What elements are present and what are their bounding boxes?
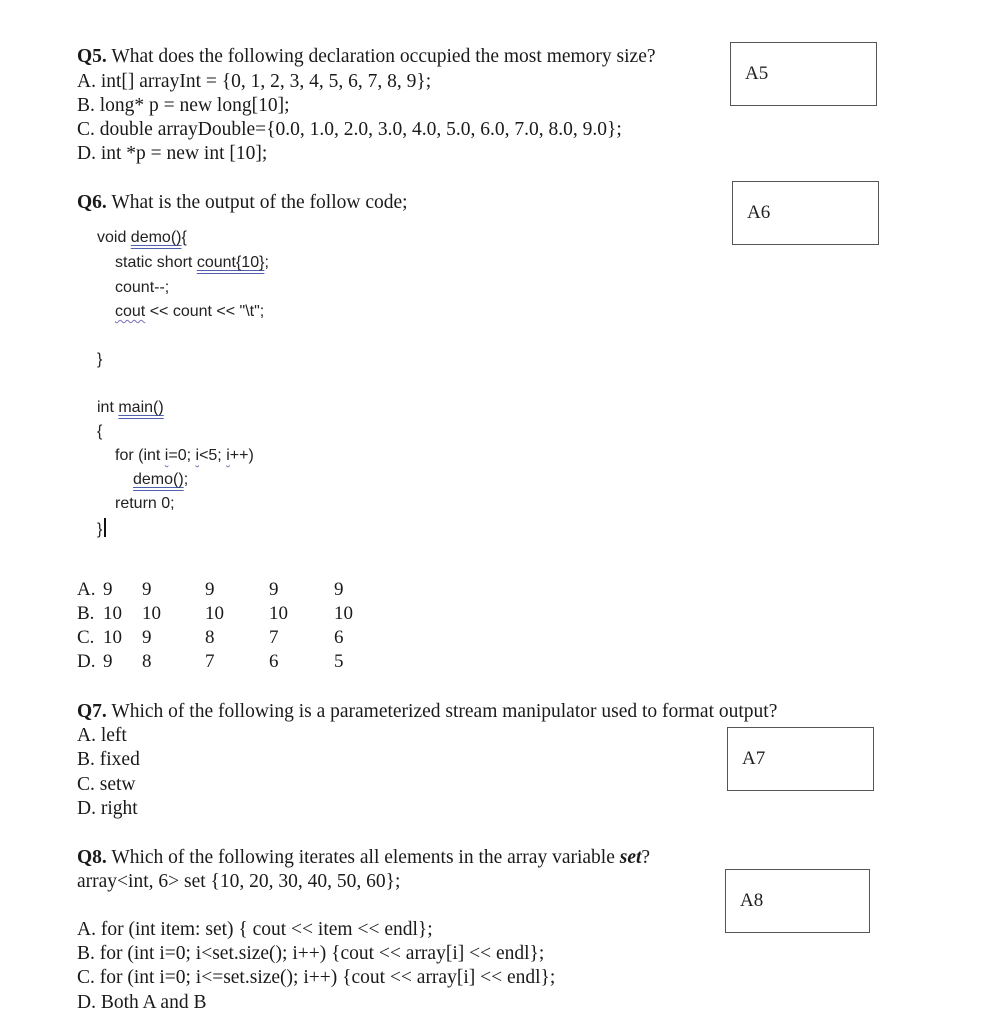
answer-box-a5-label: A5 <box>745 63 769 84</box>
q8-declaration: array<int, 6> set {10, 20, 30, 40, 50, 60}; <box>77 871 401 892</box>
code-line-demo-call: demo(); <box>133 471 189 488</box>
q5-option-b: B. long* p = new long[10]; <box>77 95 290 116</box>
code-line-static: static short count{10}; <box>115 254 269 271</box>
q7-option-c: C. setw <box>77 774 136 795</box>
q8-question-text: Which of the following iterates all elements in the array variable <box>106 847 620 868</box>
q7-label: Q7. <box>77 701 107 722</box>
q8-option-a: A. for (int item: set) { cout << item << endl}; <box>77 919 433 940</box>
code-demo-call-name: demo() <box>133 471 184 488</box>
q8-question: Q8. Which of the following iterates all elements in the array variable set? <box>77 847 651 868</box>
q7-question-text: Which of the following is a parameterized stream manipulator used to format output? <box>106 701 778 722</box>
q5-label: Q5. <box>77 46 107 67</box>
answer-box-a6-label: A6 <box>747 202 771 223</box>
code-line-return: return 0; <box>115 495 175 512</box>
answer-box-a8-label: A8 <box>740 890 764 911</box>
q6-label: Q6. <box>77 192 107 213</box>
answer-box-a5[interactable] <box>730 42 877 106</box>
code-line-main-signature: int main() <box>97 399 164 416</box>
q6-question-text: What is the output of the follow code; <box>106 192 408 213</box>
code-line-demo-signature: void demo(){ <box>97 229 187 246</box>
code-line-cout: cout << count << "\t"; <box>115 303 265 320</box>
code-cout-keyword: cout <box>115 303 146 320</box>
answer-box-a6[interactable] <box>732 181 879 245</box>
q8-option-b: B. for (int i=0; i<set.size(); i++) {cout << array[i] << endl}; <box>77 943 545 964</box>
code-line-close-main: } <box>97 518 106 540</box>
q8-variable: set <box>619 847 642 868</box>
q5-option-a: A. int[] arrayInt = {0, 1, 2, 3, 4, 5, 6, 7, 8, 9}; <box>77 71 432 92</box>
code-demo-function-name: demo() <box>130 229 182 246</box>
q5-question <box>77 45 656 69</box>
code-main-function-name: main() <box>118 399 164 416</box>
q7-option-b: B. fixed <box>77 749 140 770</box>
answer-box-a7-label: A7 <box>742 748 766 769</box>
code-line-open-main: { <box>97 423 103 440</box>
q5-option-d: D. int *p = new int [10]; <box>77 143 268 164</box>
code-line-for: for (int i=0; i<5; i++) <box>115 447 254 464</box>
answer-box-a7[interactable] <box>727 727 874 791</box>
code-line-close-demo: } <box>97 351 103 368</box>
q5-question-text: What does the following declaration occupied the most memory size? <box>106 46 656 67</box>
q5-option-c: C. double arrayDouble={0.0, 1.0, 2.0, 3.0, 4.0, 5.0, 6.0, 7.0, 8.0, 9.0}; <box>77 119 622 140</box>
q7-option-a: A. left <box>77 725 127 746</box>
text-cursor <box>104 518 106 537</box>
code-static-var: count{10} <box>196 254 265 271</box>
code-line-decrement: count--; <box>115 279 170 296</box>
answer-box-a8[interactable] <box>725 869 870 933</box>
q8-option-c: C. for (int i=0; i<=set.size(); i++) {cout << array[i] << endl}; <box>77 967 556 988</box>
q8-option-d: D. Both A and B <box>77 992 207 1013</box>
q7-question <box>77 700 777 724</box>
q6-question <box>77 191 408 215</box>
q8-label: Q8. <box>77 847 107 868</box>
q7-option-d: D. right <box>77 798 138 819</box>
